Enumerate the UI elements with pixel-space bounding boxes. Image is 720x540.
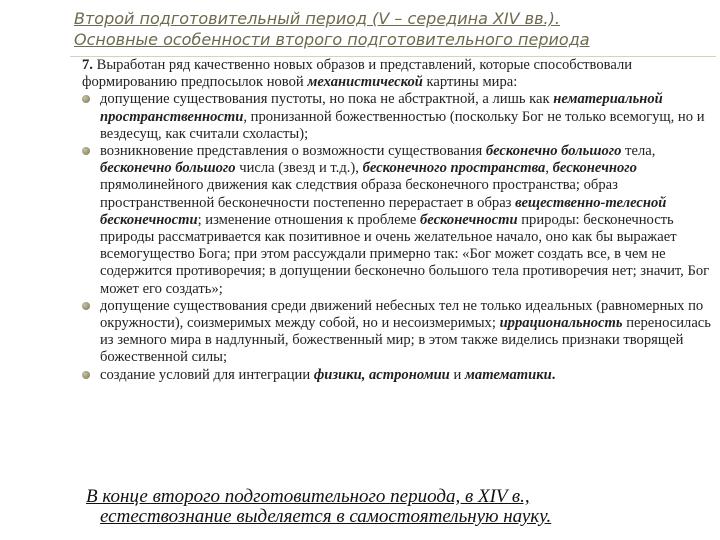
bullet-text: и — [449, 366, 465, 383]
bullet-emphasis: бесконечности — [420, 211, 518, 228]
slide-title-line-1: Второй подготовительный период (V – середина XIV вв.). — [74, 9, 560, 28]
bullet-icon — [82, 302, 90, 310]
list-item — [82, 367, 712, 384]
bullet-emphasis: бесконечного — [552, 160, 637, 177]
bullet-text: создание условий для интеграции — [100, 366, 314, 383]
bullet-text: , пронизанной божественностью (поскольку Бог не только всемогущ, но и вездесущ, как считали схоласты); — [100, 108, 705, 142]
bullet-emphasis: бесконечно большого — [485, 143, 622, 160]
bullet-emphasis: бесконечного пространства — [362, 160, 546, 177]
bullet-text: ; изменение отношения к проблеме — [197, 211, 421, 228]
intro-paragraph — [82, 57, 712, 91]
bullet-text: тела, — [621, 143, 656, 160]
bullet-list — [82, 91, 712, 383]
bullet-icon — [82, 147, 90, 155]
intro-emphasis: механистической — [307, 74, 423, 91]
list-item — [82, 298, 712, 367]
bullet-text: допущение существования пустоты, но пока не абстрактной, а лишь как — [100, 91, 554, 108]
intro-number: 7. — [82, 57, 93, 73]
bullet-icon — [82, 95, 90, 103]
bullet-emphasis: математики — [464, 366, 552, 383]
slide-title — [74, 8, 714, 50]
bullet-emphasis: вещественно-телесной бесконечности — [100, 194, 667, 228]
bullet-text: возникновение представления о возможности существования — [100, 143, 486, 160]
list-item — [82, 143, 712, 298]
bullet-text: , — [545, 160, 553, 177]
intro-text-b: картины мира: — [422, 74, 518, 91]
conclusion-line-2: естествознание выделяется в самостоятельную науку. — [100, 506, 552, 527]
intro-text-a: Выработан ряд качественно новых образов и представлений, которые способствовали формированию предпосылок новой — [82, 57, 633, 91]
bullet-text: прямолинейного движения как следствия образа бесконечного пространства; образ пространственной бесконечности постепенно перерастает в образ — [100, 177, 618, 211]
bullet-emphasis: нематериальной пространственности — [100, 91, 663, 125]
bullet-emphasis: физики, астрономии — [313, 366, 450, 383]
list-item — [82, 91, 712, 143]
bullet-text: природы: бесконечность природы рассматривается как позитивное и очень желательное начало, оно как бы выражает всемогущество Бога; при этом рассуждали примерно так: «Бог может создать все, в чем не содержится противоречия; в допущении бесконечно большого тела противоречия нет; значит, Бог может его создать»; — [100, 211, 710, 297]
bullet-text: допущение существования среди движений небесных тел не только идеальных (равномерных по окружности), соизмеримых между собой, но и несоизмеримых; — [100, 297, 704, 332]
slide-body — [82, 57, 712, 384]
bullet-icon — [82, 371, 90, 379]
conclusion-line-1: В конце второго подготовительного периода, в XIV в., — [86, 486, 530, 507]
bullet-text: переносилась из земного мира в надлунный, божественный мир; в этом также виделись признаки творящей божественной силы; — [100, 315, 711, 366]
bullet-emphasis: бесконечно большого — [100, 160, 236, 177]
bullet-text: числа (звезд и т.д.), — [235, 160, 363, 177]
bullet-text: . — [551, 366, 556, 383]
bullet-emphasis: иррациональность — [499, 315, 623, 332]
slide-title-line-2: Основные особенности второго подготовительного периода — [74, 30, 590, 49]
conclusion — [86, 487, 716, 527]
